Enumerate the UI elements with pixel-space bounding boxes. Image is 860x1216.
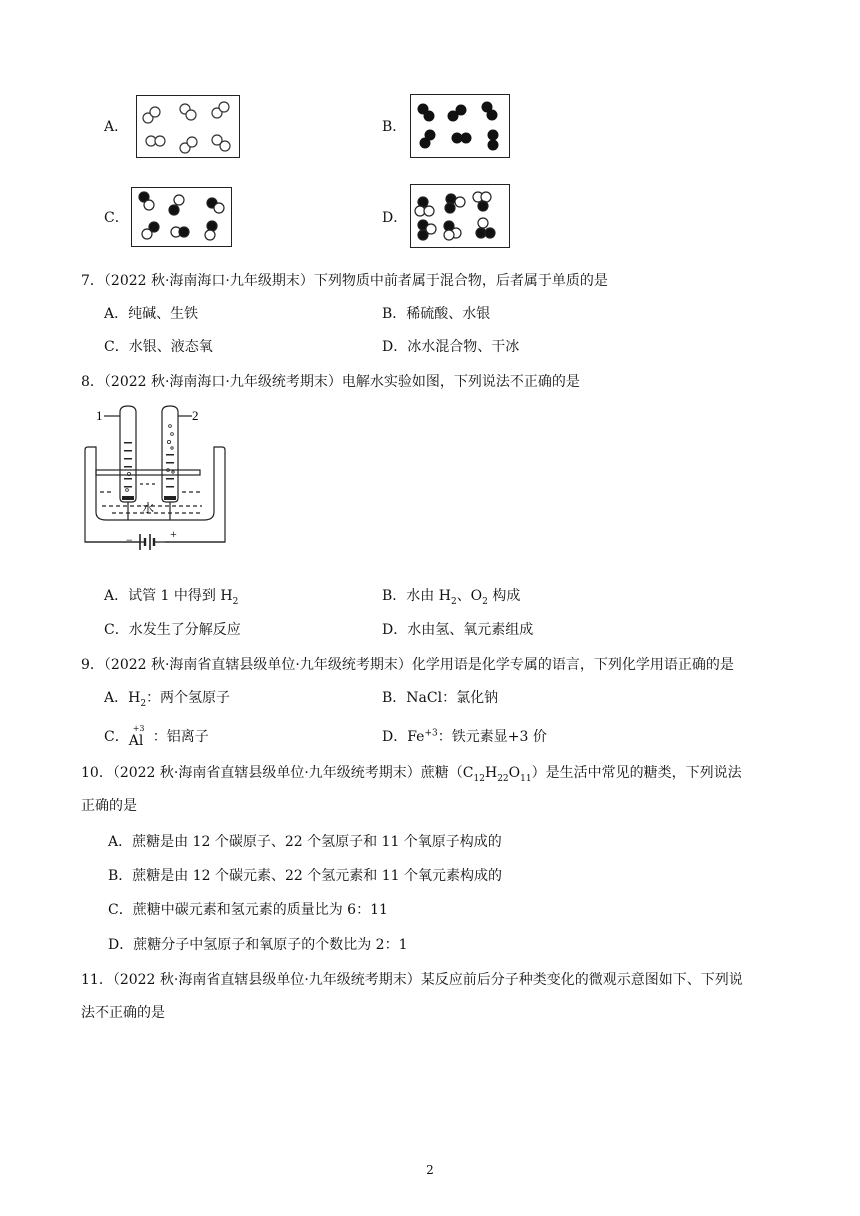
q8-option-b	[382, 586, 520, 606]
q11-stem-line2: 法不正确的是	[81, 1005, 165, 1021]
q9-option-a	[104, 688, 230, 708]
q10-stem-text: 10．（2022 秋·海南省直辖县级单位·九年级统考期末）蔗糖（C	[81, 765, 474, 781]
q10-sub-o: 11	[520, 773, 532, 784]
q8-option-b-post: 构成	[487, 588, 521, 604]
figure-a-molecules	[136, 95, 240, 158]
q9-option-d-post: ：铁元素显+3 价	[437, 729, 547, 745]
tube-1-label: 1	[96, 408, 103, 423]
battery-minus: −	[126, 533, 133, 547]
q10-h: H	[484, 765, 498, 781]
q10-stem-post: ）是生活中常见的糖类，下列说法	[531, 765, 742, 781]
q8-option-b-mid: 、O	[456, 588, 483, 604]
molecule-diagram-d	[411, 185, 508, 246]
q9-option-b: B．NaCl：氯化钠	[382, 690, 499, 706]
figure-c-molecules	[131, 187, 232, 247]
molecule-diagram-b	[411, 95, 508, 156]
q9-option-d	[382, 727, 547, 747]
q8-stem: 8．（2022 秋·海南海口·九年级统考期末）电解水实验如图，下列说法不正确的是	[81, 374, 580, 390]
q10-sub-h: 22	[497, 773, 509, 784]
q7-option-a: A．纯碱、生铁	[104, 306, 199, 322]
q10-option-a: A．蔗糖是由 12 个碳原子、22 个氢原子和 11 个氧原子构成的	[108, 834, 502, 850]
q9-option-a-text: A．H	[104, 690, 141, 706]
q10-o: O	[508, 765, 521, 781]
q9-option-c-symbol: Al	[128, 733, 144, 749]
q7-option-b: B．稀硫酸、水银	[382, 306, 491, 322]
figure-c-label: C．	[104, 210, 129, 226]
q10-stem	[81, 763, 742, 783]
q8-option-b-text: B．水由 H	[382, 588, 451, 604]
q8-option-a-sub: 2	[232, 596, 239, 607]
q7-option-d: D．冰水混合物、干冰	[382, 339, 520, 355]
page-number: 2	[426, 1163, 434, 1177]
q10-sub-c: 12	[473, 773, 485, 784]
q9-option-a-post: ：两个氢原子	[146, 690, 231, 706]
q9-option-d-text: D．Fe	[382, 729, 425, 745]
q11-stem: 11．（2022 秋·海南省直辖县级单位·九年级统考期末）某反应前后分子种类变化的微观示意图如下、下列说	[81, 972, 743, 988]
q7-stem: 7．（2022 秋·海南海口·九年级期末）下列物质中前者属于混合物，后者属于单质的是	[81, 273, 608, 289]
q9-option-c	[104, 724, 209, 749]
water-label: 水	[142, 501, 155, 515]
q10-option-b: B．蔗糖是由 12 个碳元素、22 个氢元素和 11 个氧元素构成的	[108, 868, 502, 884]
q9-option-d-sup: +3	[424, 728, 438, 739]
figure-d-label: D．	[382, 210, 408, 226]
figure-b-molecules	[410, 94, 510, 158]
q9-option-c-text: C．	[104, 729, 129, 745]
q8-option-a	[104, 586, 238, 606]
electrolysis-diagram	[82, 402, 227, 558]
q8-option-c: C．水发生了分解反应	[104, 622, 241, 638]
q9-option-c-sup: +3	[132, 724, 145, 733]
q8-option-b-sub2: 2	[482, 596, 488, 607]
q8-option-a-text: A．试管 1 中得到 H	[104, 588, 233, 604]
figure-b-label: B．	[382, 119, 407, 135]
figure-d-molecules	[410, 184, 510, 248]
electrolysis-apparatus	[82, 402, 227, 558]
q9-option-a-sub: 2	[140, 698, 147, 709]
q10-option-d: D．蔗糖分子中氢原子和氧原子的个数比为 2：1	[108, 937, 408, 953]
q9-option-c-post: ：铝离子	[152, 729, 209, 745]
q7-option-c: C．水银、液态氧	[104, 339, 213, 355]
q9-stem: 9．（2022 秋·海南省直辖县级单位·九年级统考期末）化学用语是化学专属的语言，下列化学用语正确的是	[81, 657, 734, 673]
figure-a-label: A．	[104, 119, 129, 135]
tube-2-label: 2	[192, 408, 199, 423]
q10-option-c: C．蔗糖中碳元素和氢元素的质量比为 6：11	[108, 902, 388, 918]
molecule-diagram-a	[137, 96, 238, 156]
q8-option-b-sub1: 2	[450, 596, 457, 607]
q10-stem-line2: 正确的是	[81, 798, 137, 814]
q8-option-d: D．水由氢、氧元素组成	[382, 622, 534, 638]
q9-option-c-valence	[128, 724, 147, 749]
molecule-diagram-c	[132, 188, 230, 245]
battery-plus: +	[170, 527, 177, 541]
